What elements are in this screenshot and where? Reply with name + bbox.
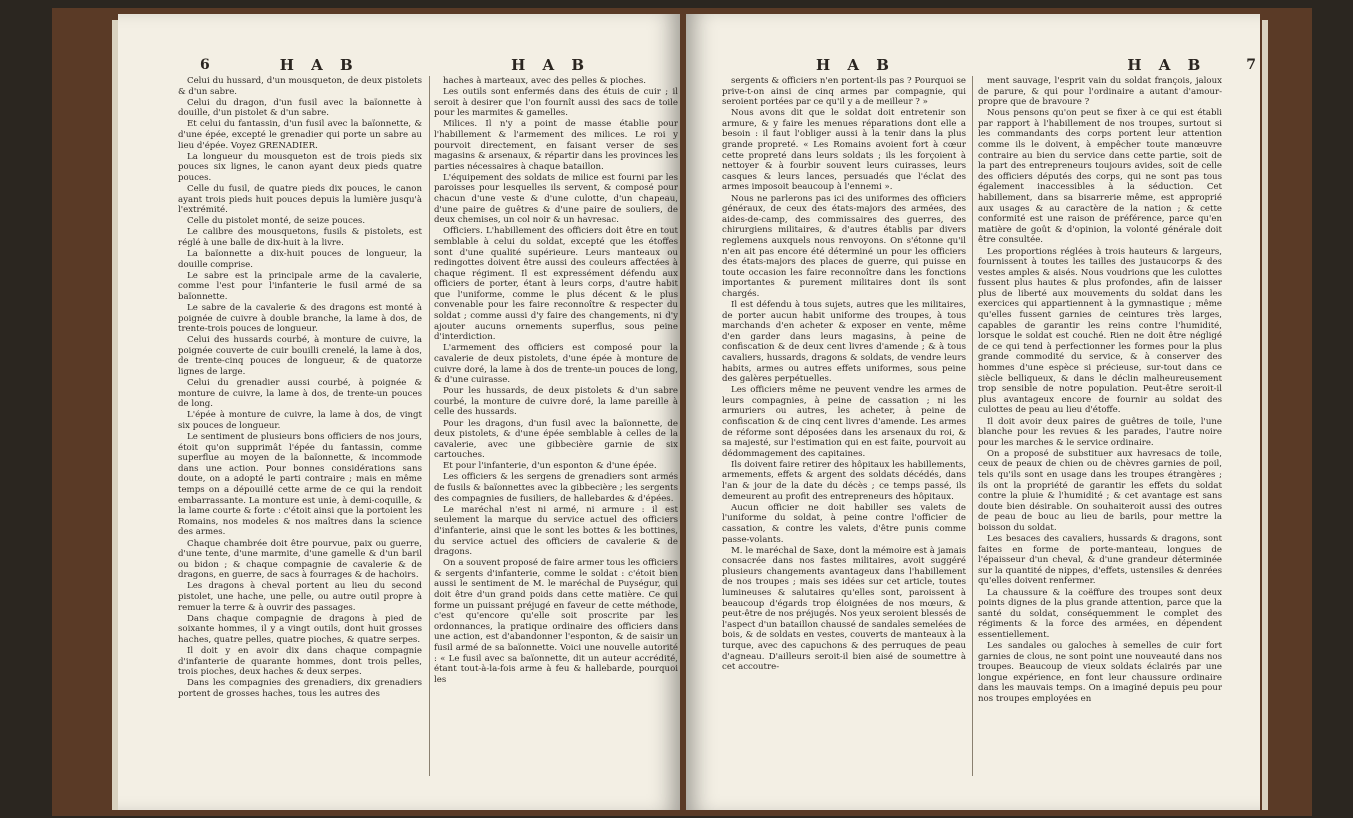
left-page-header [200, 54, 670, 76]
paragraph: Le sabre de la cavalerie & des dragons est monté à poignée de cuivre à double branche, la lame à dos, de trente-trois pouces de longueur. [178, 302, 422, 335]
right-page-header [796, 54, 1256, 76]
running-head: H A B [511, 56, 590, 74]
paragraph: haches à marteaux, avec des pelles & pioches. [443, 76, 647, 86]
running-head: H A B [1127, 56, 1207, 74]
paragraph: Ils doivent faire retirer des hôpitaux les habillements, armements, effets & argent des soldats décédés, dans l'an & jour de la date du décès ; ce temps passé, ils demeurent au profit des entrepreneurs des hôpitaux. [722, 459, 966, 502]
right-page [686, 14, 1260, 810]
paragraph: ment sauvage, l'esprit vain du soldat françois, jaloux de parure, & qui pour l'ordinaire a autant d'amour-propre que de bravoure ? [978, 76, 1222, 108]
paragraph: Chaque chambrée doit être pourvue, paix ou guerre, d'une tente, d'une marmite, d'une gamelle & d'un baril ou bidon ; & chaque compagnie de cavalerie & de dragons, en guerre, de sacs à fourrages & de hachoirs. [178, 538, 422, 581]
paragraph: Et pour l'infanterie, d'un esponton & d'une épée. [443, 461, 657, 472]
paragraph: Et celui du fantassin, d'un fusil avec la baïonnette, & d'une épée, excepté le grenadier qui porte un sabre au lieu d'épée. Voyez GRENADIER. [178, 119, 422, 151]
paragraph: Les sandales ou galoches à semelles de cuir fort garnies de clous, ne sont point une nouveauté dans nos troupes. Beaucoup de vieux soldats éclairés par une longue expérience, en font leur chaussure ordinaire dans les mauvais temps. On a imaginé depuis peu pour nos troupes employées en [978, 640, 1222, 704]
paragraph: Le sentiment de plusieurs bons officiers de nos jours, étoit qu'on supprimât l'épée du fantassin, comme superflue au moyen de la baïonnette, & incommode dans une action. Pour bonnes considérations sans doute, on a adopté le parti contraire ; mais en même temps on a dépouillé cette arme de ce qui la rendoit embarrassante. La monture est unie, à demi-coquille, & la lame courte & forte : c'étoit ainsi que la portoient les Romains, nos modeles & nos maîtres dans la science des armes. [178, 432, 422, 538]
paragraph: L'épée à monture de cuivre, la lame à dos, de vingt six pouces de longueur. [178, 410, 422, 431]
paragraph: Pour les hussards, de deux pistolets & d'un sabre courbé, la monture de cuivre doré, la lame pareille à celle des hussards. [434, 386, 678, 418]
paragraph: Il doit avoir deux paires de guêtres de toile, l'une blanche pour les revues & les parades, l'autre noire pour les marches & le service ordinaire. [978, 416, 1222, 448]
paragraph: Nous ne parlerons pas ici des uniformes des officiers généraux, de ceux des états-majors des armées, des aides-de-camp, des commissaires des guerres, des chirurgiens militaires, & d'autres établis par divers reglemens auxquels nous renvoyons. On s'étonne qu'il n'en ait pas encore été déterminé un pour les officiers des états-majors des places de guerre, qui puisse en toute occasion les faire reconnoître dans les fonctions importantes & purement militaires dont ils sont chargés. [722, 193, 966, 299]
paragraph: Il est défendu à tous sujets, autres que les militaires, de porter aucun habit uniforme des troupes, à tous marchands d'en acheter & exposer en vente, même d'en garder dans leurs magasins, à peine de confiscation & de deux cent livres d'amende ; & à tous cavaliers, hussards, dragons & soldats, de vendre leurs habits, armes ou autres effets uniformes, sous peine des galères perpétuelles. [722, 299, 966, 385]
paragraph: Celui du dragon, d'un fusil avec la baïonnette à douille, d'un pistolet & d'un sabre. [178, 97, 422, 119]
paragraph: On a proposé de substituer aux havresacs de toile, ceux de peaux de chien ou de chèvres garnies de poil, tels qu'ils sont en usage dans les troupes étrangères ; ils ont la propriété de garantir les effets du soldat contre la pluie & l'humidité ; & cet avantage est sans doute bien désirable. On souhaiteroit aussi des outres de peau de bouc au lieu de barils, pour mettre la boisson du soldat. [978, 448, 1222, 533]
paragraph: Dans les compagnies des grenadiers, dix grenadiers portent de grosses haches, tous les autres des [178, 678, 422, 699]
paragraph: M. le maréchal de Saxe, dont la mémoire est à jamais consacrée dans nos fastes militaires, avoit suggéré plusieurs changements avantageux dans l'habillement de nos troupes ; mais ses idées sur cet article, toutes lumineuses & salutaires qu'elles sont, paroissent à beaucoup d'égards trop éloignées de nos mœurs, & peut-être de nos préjugés. Nos yeux seroient blessés de l'aspect d'un bataillon chaussé de sandales semelées de bois, & de soldats en vestes, couverts de manteaux à la turque, avec des capuchons & des perruques de peau d'agneau. D'ailleurs seroit-il bien aisé de soumettre à cet accoutre- [722, 545, 966, 673]
paragraph: Celle du pistolet monté, de seize pouces. [187, 216, 366, 227]
paragraph: Les outils sont enfermés dans des étuis de cuir ; il seroit à desirer que l'on fournît aussi des sacs de toile pour les marmites & gamelles. [434, 87, 678, 119]
paragraph: Officiers. L'habillement des officiers doit être en tout semblable à celui du soldat, excepté que les étoffes sont d'une qualité supérieure. Leurs manteaux ou redingottes doivent être aussi des couleurs affectées à chaque régiment. Il est expressément défendu aux officiers de porter, étant à leurs corps, d'autre habit que l'uniforme, comme le plus décent & le plus convenable pour les faire reconnoître & respecter du soldat ; comme aussi d'y faire des changements, ni d'y ajouter aucuns ornements superflus, sous peine d'interdiction. [434, 226, 678, 343]
paragraph: Il doit y en avoir dix dans chaque compagnie d'infanterie de quarante hommes, dont trois pelles, trois pioches, deux haches & deux serpes. [178, 645, 422, 678]
page-edge-right [1262, 20, 1268, 810]
column-rule [429, 76, 430, 776]
paragraph: La chaussure & la coëffure des troupes sont deux points dignes de la plus grande attention, parce que la santé du soldat, conséquemment le complet des régiments & la force des armées, en dépendent essentiellement. [978, 587, 1222, 640]
paragraph: Nous avons dit que le soldat doit entretenir son armure, & y faire les menues réparations dont elle a besoin : il faut l'obliger aussi à la tenir dans la plus grande propreté. « Les Romains avoient fort à cœur cette propreté dans leurs soldats ; ils les forçoient à nettoyer & à fourbir souvent leurs cuirasses, leurs casques & leurs lances, persuadés que l'éclat des armes imposoit beaucoup à l'ennemi ». [722, 108, 966, 193]
paragraph: On a souvent proposé de faire armer tous les officiers & sergents d'infanterie, comme le soldat : c'étoit bien aussi le sentiment de M. le maréchal de Puységur, qui doit être d'un grand poids dans cette matière. Ce qui forme un puissant préjugé en faveur de cette méthode, c'est qu'encore qu'elle soit proscrite par les ordonnances, la pratique ordinaire des officiers dans une action, est d'abandonner l'esponton, & de saisir un fusil armé de sa baïonnette. Voici une nouvelle autorité : « Le fusil avec sa baïonnette, dit un auteur accrédité, étant tout-à-la-fois arme à feu & hallebarde, pourquoi les [434, 558, 678, 685]
page-number: 7 [1246, 57, 1256, 73]
paragraph: Nous pensons qu'on peut se fixer à ce qui est établi par rapport à l'habillement de nos troupes, surtout si les commandants des corps portent leur attention comme ils le doivent, à empêcher toute manœuvre contraire au bien du service dans cette partie, soit de la part des entrepreneurs toujours avides, soit de celle des officiers députés des corps, qui ne sont pas tous également inaccessibles à la séduction. Cet habillement, dans sa bisarrerie même, est approprié aux usages & au caractère de la nation ; & cette conformité est une raison de préférence, parce qu'en matière de goût & d'opinion, la volonté générale doit être consultée. [978, 108, 1222, 246]
running-head: H A B [279, 56, 359, 74]
paragraph: Celle du fusil, de quatre pieds dix pouces, le canon ayant trois pieds huit pouces depuis la lumière jusqu'à l'extrémité. [178, 183, 422, 216]
paragraph: L'armement des officiers est composé pour la cavalerie de deux pistolets, d'une épée à monture de cuivre doré, la lame à dos de trente-un pouces de long, & d'une cuirasse. [434, 343, 678, 386]
paragraph: Les dragons à cheval portent au lieu du second pistolet, une hache, une pelle, ou autre outil propre à remuer la terre & à ouvrir des passages. [178, 581, 422, 613]
paragraph: L'équipement des soldats de milice est fourni par les paroisses pour lesquelles ils servent, & composé pour chacun d'une veste & d'une culotte, d'un chapeau, d'une paire de guêtres & d'une paire de souliers, de deux chemises, un col noir & un havresac. [434, 172, 678, 226]
paragraph: La baïonnette a dix-huit pouces de longueur, la douille comprise. [178, 249, 422, 270]
text-column [434, 76, 678, 686]
paragraph: Celui du hussard, d'un mousqueton, de deux pistolets & d'un sabre. [178, 76, 422, 97]
paragraph: Pour les dragons, d'un fusil avec la baïonnette, de deux pistolets, & d'une épée semblable à celles de la cavalerie, avec une gibbecière garnie de six cartouches. [434, 418, 678, 461]
page-number: 6 [200, 57, 210, 73]
text-column [178, 76, 422, 700]
column-rule [972, 76, 973, 776]
left-page [118, 14, 680, 810]
paragraph: Celui des hussards courbé, à monture de cuivre, la poignée couverte de cuir bouilli crenelé, la lame à dos, de trente-cinq pouces de longueur, & de quatorze lignes de large. [178, 335, 422, 378]
paragraph: Le maréchal n'est ni armé, ni armure : il est seulement la marque du service actuel des officiers d'infanterie, ainsi que le sont les bottes & les bottines, du service actuel des officiers de cavalerie & de dragons. [434, 504, 678, 558]
paragraph: Les officiers même ne peuvent vendre les armes de leurs compagnies, à peine de cassation ; ni les armuriers ou autres, les acheter, à peine de confiscation & de cinq cent livres d'amende. Les armes de réforme sont déposées dans les arsenaux du roi, & sa majesté, sur l'estimation qui en est faite, pourvoit au dédommagement des capitaines. [722, 385, 966, 459]
paragraph: Celui du grenadier aussi courbé, à poignée & monture de cuivre, la lame à dos, de trente-un pouces de long. [178, 378, 422, 410]
paragraph: Le sabre est la principale arme de la cavalerie, comme l'est pour l'infanterie le fusil armé de sa baïonnette. [178, 270, 422, 302]
paragraph: La longueur du mousqueton est de trois pieds six pouces six lignes, le canon ayant deux pieds quatre pouces. [178, 151, 422, 183]
paragraph: Les besaces des cavaliers, hussards & dragons, sont faites en forme de porte-manteau, longues de l'épaisseur d'un cheval, & d'une grandeur déterminée sur la quantité de nippes, d'effets, ustensiles & denrées qu'elles doivent renfermer. [978, 534, 1222, 587]
running-head: H A B [816, 56, 895, 74]
paragraph: Dans chaque compagnie de dragons à pied de soixante hommes, il y a vingt outils, dont huit grosses haches, quatre pelles, quatre pioches, & quatre serpes. [178, 613, 422, 645]
text-column [978, 76, 1222, 705]
paragraph: Milices. Il n'y a point de masse établie pour l'habillement & l'armement des milices. Le roi y pourvoit directement, en faisant verser de ses magasins & arsenaux, & répartir dans les provinces les parties nécessaires à chaque bataillon. [434, 119, 678, 172]
text-column [722, 76, 966, 673]
paragraph: sergents & officiers n'en portent-ils pas ? Pourquoi se prive-t-on ainsi de cinq armes par compagnie, qui seroient portées par ce qu'il y a de meilleur ? » [722, 76, 966, 108]
paragraph: Le calibre des mousquetons, fusils & pistolets, est réglé à une balle de dix-huit à la livre. [178, 227, 422, 248]
paragraph: Aucun officier ne doit habiller ses valets de l'uniforme du soldat, à peine contre l'officier de cassation, & contre les valets, d'être punis comme passe-volants. [722, 502, 966, 545]
paragraph: Les officiers & les sergens de grenadiers sont armés de fusils & baïonnettes avec la gibbecière ; les sergents des compagnies de fusiliers, de hallebardes & d'épées. [434, 472, 678, 504]
paragraph: Les proportions réglées à trois hauteurs & largeurs, fournissent à toutes les tailles des justaucorps & des vestes amples & aisés. Nous voudrions que les culottes fussent plus hautes & plus profondes, afin de laisser plus de liberté aux mouvements du soldat dans les exercices qui appartiennent à la gymnastique ; même qu'elles fussent garnies de ceintures très larges, capables de garantir les reins contre l'humidité, lorsque le soldat est couché. Rien ne doit être négligé de ce qui tend à perfectionner les formes pour la plus grande commodité du service, & à conserver des hommes d'une espèce si précieuse, sur-tout dans ce siècle belliqueux, & dans le déclin malheureusement trop sensible de notre population. Peut-être seroit-il plus avantageux encore de fournir au soldat des culottes de peau au lieu d'étoffe. [978, 246, 1222, 416]
